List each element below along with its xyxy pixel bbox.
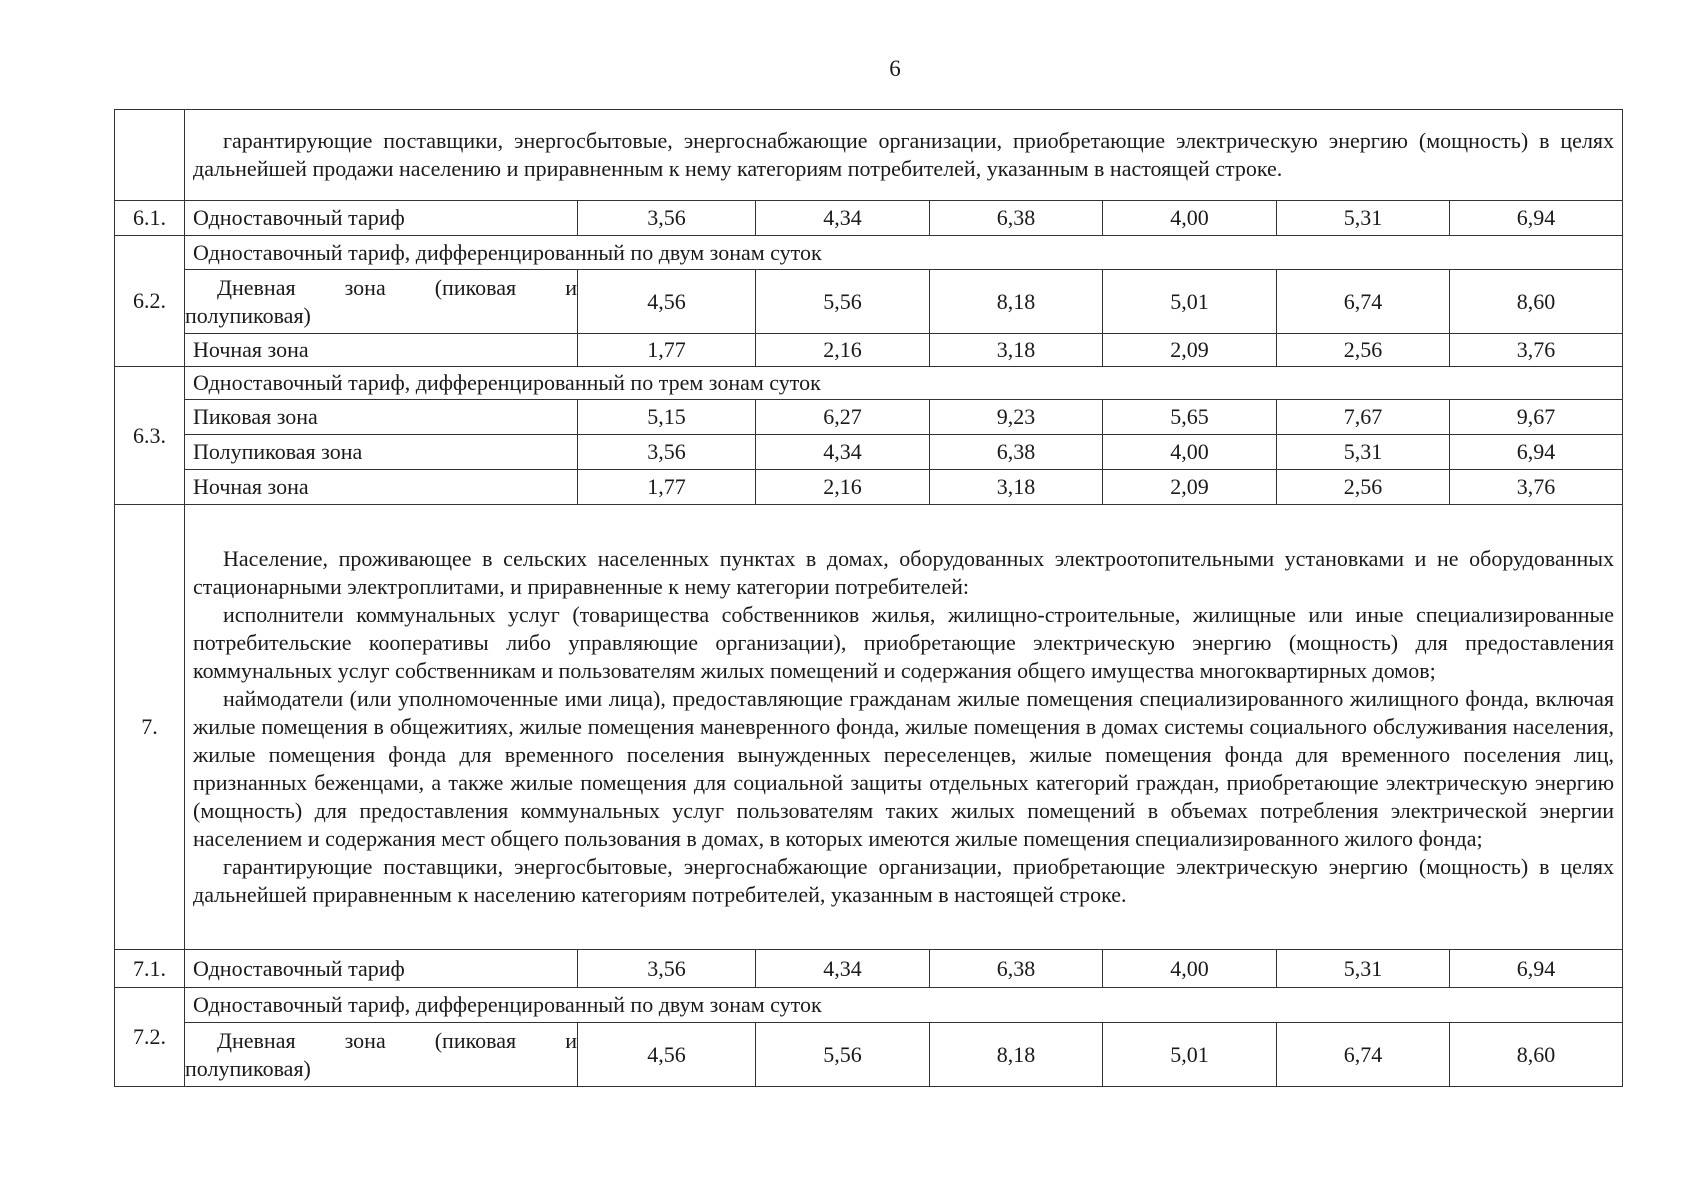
value-cell: 2,16 [756, 470, 930, 505]
table-row [115, 201, 1623, 236]
row-number: 6.3. [115, 367, 185, 505]
value-cell: 8,60 [1450, 1023, 1623, 1087]
label-part: зона [344, 274, 386, 300]
value-cell: 7,67 [1277, 400, 1450, 435]
row-number: 6.1. [115, 201, 185, 236]
value-cell: 2,16 [756, 334, 930, 367]
label-line: полупиковая) [185, 302, 311, 328]
value-cell: 4,34 [756, 201, 930, 236]
value-cell: 8,60 [1450, 270, 1623, 334]
value-cell: 8,18 [930, 270, 1103, 334]
row-number: 7.2. [115, 988, 185, 1087]
value-cell: 3,56 [578, 950, 756, 988]
subheading: Одноставочный тариф, дифференцированный по трем зонам суток [185, 367, 1623, 400]
value-cell: 1,77 [578, 334, 756, 367]
row-number: 6.2. [115, 236, 185, 367]
label-part: (пиковая [434, 274, 517, 300]
tariff-label: Одноставочный тариф [185, 950, 578, 988]
description-text: гарантирующие поставщики, энергосбытовые, энергоснабжающие организации, приобретающие электрическую энергию (мощность) в целях дальнейшей продажи населению и приравненным к нему категориям потребителей, указанным в настоящей строке. [193, 128, 1615, 181]
value-cell: 6,38 [930, 950, 1103, 988]
label-part: зона [344, 1027, 386, 1053]
value-cell: 5,31 [1277, 435, 1450, 470]
table-row [115, 950, 1623, 988]
row-number: 7. [115, 505, 185, 950]
value-cell: 4,00 [1103, 201, 1277, 236]
table-row [115, 236, 1623, 270]
page-number: 6 [889, 56, 901, 81]
value-cell: 9,23 [930, 400, 1103, 435]
table-row [115, 110, 1623, 201]
table-row [115, 988, 1623, 1023]
tariff-label: Одноставочный тариф [185, 201, 578, 236]
value-cell: 3,76 [1450, 470, 1623, 505]
table-row [115, 470, 1623, 505]
tariff-label [185, 1023, 578, 1087]
row-number-cell [115, 110, 185, 201]
table-row [115, 334, 1623, 367]
label-line [185, 1027, 577, 1055]
table-row [115, 1023, 1623, 1087]
value-cell: 5,31 [1277, 201, 1450, 236]
label-part: Дневная [217, 1027, 296, 1053]
label-part: Дневная [217, 274, 296, 300]
tariff-label [185, 270, 578, 334]
value-cell: 2,09 [1103, 334, 1277, 367]
label-part: и [565, 274, 577, 300]
value-cell: 5,15 [578, 400, 756, 435]
value-cell: 3,56 [578, 435, 756, 470]
label-part: и [565, 1027, 577, 1053]
description-cell [185, 110, 1623, 201]
value-cell: 3,18 [930, 470, 1103, 505]
tariff-table [114, 109, 1623, 1087]
value-cell: 3,18 [930, 334, 1103, 367]
value-cell: 5,31 [1277, 950, 1450, 988]
tariff-label: Пиковая зона [185, 400, 578, 435]
value-cell: 4,34 [756, 435, 930, 470]
value-cell: 6,74 [1277, 1023, 1450, 1087]
value-cell: 5,01 [1103, 1023, 1277, 1087]
value-cell: 6,94 [1450, 435, 1623, 470]
table-row [115, 270, 1623, 334]
value-cell: 8,18 [930, 1023, 1103, 1087]
tariff-label: Ночная зона [185, 470, 578, 505]
value-cell: 1,77 [578, 470, 756, 505]
value-cell: 4,00 [1103, 435, 1277, 470]
tariff-label: Полупиковая зона [185, 435, 578, 470]
value-cell: 4,56 [578, 1023, 756, 1087]
value-cell: 6,38 [930, 201, 1103, 236]
description-paragraph: наймодатели (или уполномоченные ими лица), предоставляющие гражданам жилые помещения специализированного жилищного фонда, включая жилые помещения в общежитиях, жилые помещения маневренного фонда, жилые помещения в домах системы социального обслуживания населения, жилые помещения фонда для временного поселения вынужденных переселенцев, жилые помещения фонда для временного поселения лиц, признанных беженцами, а также жилые помещения для социальной защиты отдельных категорий граждан, приобретающие электрическую энергию (мощность) для предоставления коммунальных услуг пользователям таких жилых помещений в объемах потребления электрической энергии населением и содержания мест общего пользования в домах, в которых имеются жилые помещения специализированного жилого фонда; [193, 686, 1615, 851]
table-row [115, 400, 1623, 435]
table-row [115, 505, 1623, 950]
value-cell: 2,56 [1277, 334, 1450, 367]
value-cell: 4,34 [756, 950, 930, 988]
description-paragraph: гарантирующие поставщики, энергосбытовые, энергоснабжающие организации, приобретающие электрическую энергию (мощность) в целях дальнейшей приравненным к населению категориям потребителей, указанным в настоящей строке. [193, 854, 1615, 907]
value-cell: 5,65 [1103, 400, 1277, 435]
value-cell: 6,27 [756, 400, 930, 435]
value-cell: 6,74 [1277, 270, 1450, 334]
value-cell: 3,76 [1450, 334, 1623, 367]
value-cell: 5,56 [756, 270, 930, 334]
value-cell: 4,56 [578, 270, 756, 334]
value-cell: 9,67 [1450, 400, 1623, 435]
row-number: 7.1. [115, 950, 185, 988]
label-part: (пиковая [434, 1027, 517, 1053]
value-cell: 2,09 [1103, 470, 1277, 505]
value-cell: 5,01 [1103, 270, 1277, 334]
subheading: Одноставочный тариф, дифференцированный по двум зонам суток [185, 236, 1623, 270]
value-cell: 3,56 [578, 201, 756, 236]
description-paragraph: Население, проживающее в сельских населенных пунктах в домах, оборудованных электроотопительными установками и не оборудованных стационарными электроплитами, и приравненные к нему категории потребителей: [193, 546, 1615, 599]
value-cell: 4,00 [1103, 950, 1277, 988]
subheading: Одноставочный тариф, дифференцированный по двум зонам суток [185, 988, 1623, 1023]
description-paragraph: исполнители коммунальных услуг (товарищества собственников жилья, жилищно-строительные, жилищные или иные специализированные потребительские кооперативы либо управляющие организации), приобретающие электрическую энергию (мощность) для предоставления коммунальных услуг собственникам и пользователям жилых помещений и содержания общего имущества многоквартирных домов; [193, 602, 1615, 683]
value-cell: 5,56 [756, 1023, 930, 1087]
value-cell: 6,94 [1450, 201, 1623, 236]
value-cell: 6,38 [930, 435, 1103, 470]
table-row [115, 435, 1623, 470]
tariff-label: Ночная зона [185, 334, 578, 367]
description-cell [185, 505, 1623, 950]
table-row [115, 367, 1623, 400]
label-line [185, 274, 577, 302]
value-cell: 6,94 [1450, 950, 1623, 988]
label-line: полупиковая) [185, 1055, 311, 1081]
value-cell: 2,56 [1277, 470, 1450, 505]
